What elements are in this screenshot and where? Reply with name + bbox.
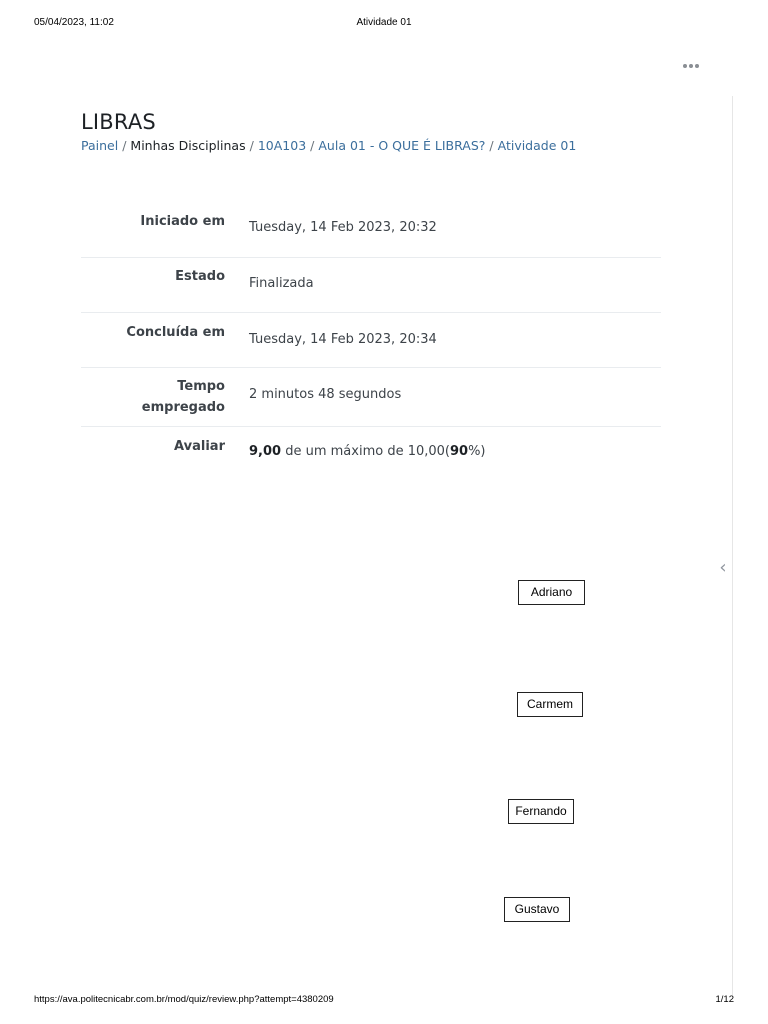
summary-value: Tuesday, 14 Feb 2023, 20:32 xyxy=(249,220,437,235)
grade-text: de um máximo de 10,00( xyxy=(281,444,450,459)
breadcrumb-item-section[interactable]: Aula 01 - O QUE É LIBRAS? xyxy=(318,138,486,153)
summary-row-started xyxy=(81,200,661,258)
grade-percent: 90 xyxy=(449,444,469,459)
summary-label xyxy=(81,368,235,418)
summary-label: Iniciado em xyxy=(140,214,225,229)
summary-row-time-taken xyxy=(81,368,661,427)
page-title: LIBRAS xyxy=(81,110,156,134)
drawer-edge xyxy=(732,96,733,996)
summary-label: Estado xyxy=(175,269,225,284)
summary-label: Concluída em xyxy=(126,325,225,340)
breadcrumb-separator: / xyxy=(310,138,315,153)
breadcrumb-item-painel[interactable]: Painel xyxy=(81,138,119,153)
breadcrumb-item-activity[interactable]: Atividade 01 xyxy=(497,138,577,153)
chevron-left-icon[interactable]: ‹ xyxy=(719,557,727,578)
summary-row-grade xyxy=(81,427,661,467)
name-box: Carmem xyxy=(517,692,583,717)
breadcrumb-separator: / xyxy=(249,138,254,153)
breadcrumb-item-minhas-disciplinas: Minhas Disciplinas xyxy=(130,138,246,153)
print-date: 05/04/2023, 11:02 xyxy=(34,17,114,28)
summary-value: Tuesday, 14 Feb 2023, 20:34 xyxy=(249,332,437,347)
breadcrumb xyxy=(81,138,576,153)
grade-text-end: %) xyxy=(468,444,486,459)
breadcrumb-item-course[interactable]: 10A103 xyxy=(257,138,307,153)
summary-value: Finalizada xyxy=(249,276,314,291)
summary-row-state xyxy=(81,258,661,313)
more-options-icon[interactable] xyxy=(679,56,703,76)
grade-score: 9,00 xyxy=(249,444,282,459)
quiz-summary-table xyxy=(81,200,661,467)
summary-label: Avaliar xyxy=(174,439,225,454)
name-box: Gustavo xyxy=(504,897,570,922)
print-title: Atividade 01 xyxy=(356,17,412,28)
name-box: Adriano xyxy=(518,580,585,605)
breadcrumb-separator: / xyxy=(489,138,494,153)
summary-value xyxy=(235,427,661,459)
summary-row-completed xyxy=(81,313,661,368)
summary-label-line: Tempo xyxy=(177,379,225,394)
print-footer-url: https://ava.politecnicabr.com.br/mod/quiz/review.php?attempt=4380209 xyxy=(34,994,334,1005)
name-box: Fernando xyxy=(508,799,574,824)
summary-value: 2 minutos 48 segundos xyxy=(249,387,402,402)
breadcrumb-separator: / xyxy=(122,138,127,153)
summary-label-line: empregado xyxy=(141,400,225,415)
print-footer-page: 1/12 xyxy=(715,994,734,1005)
